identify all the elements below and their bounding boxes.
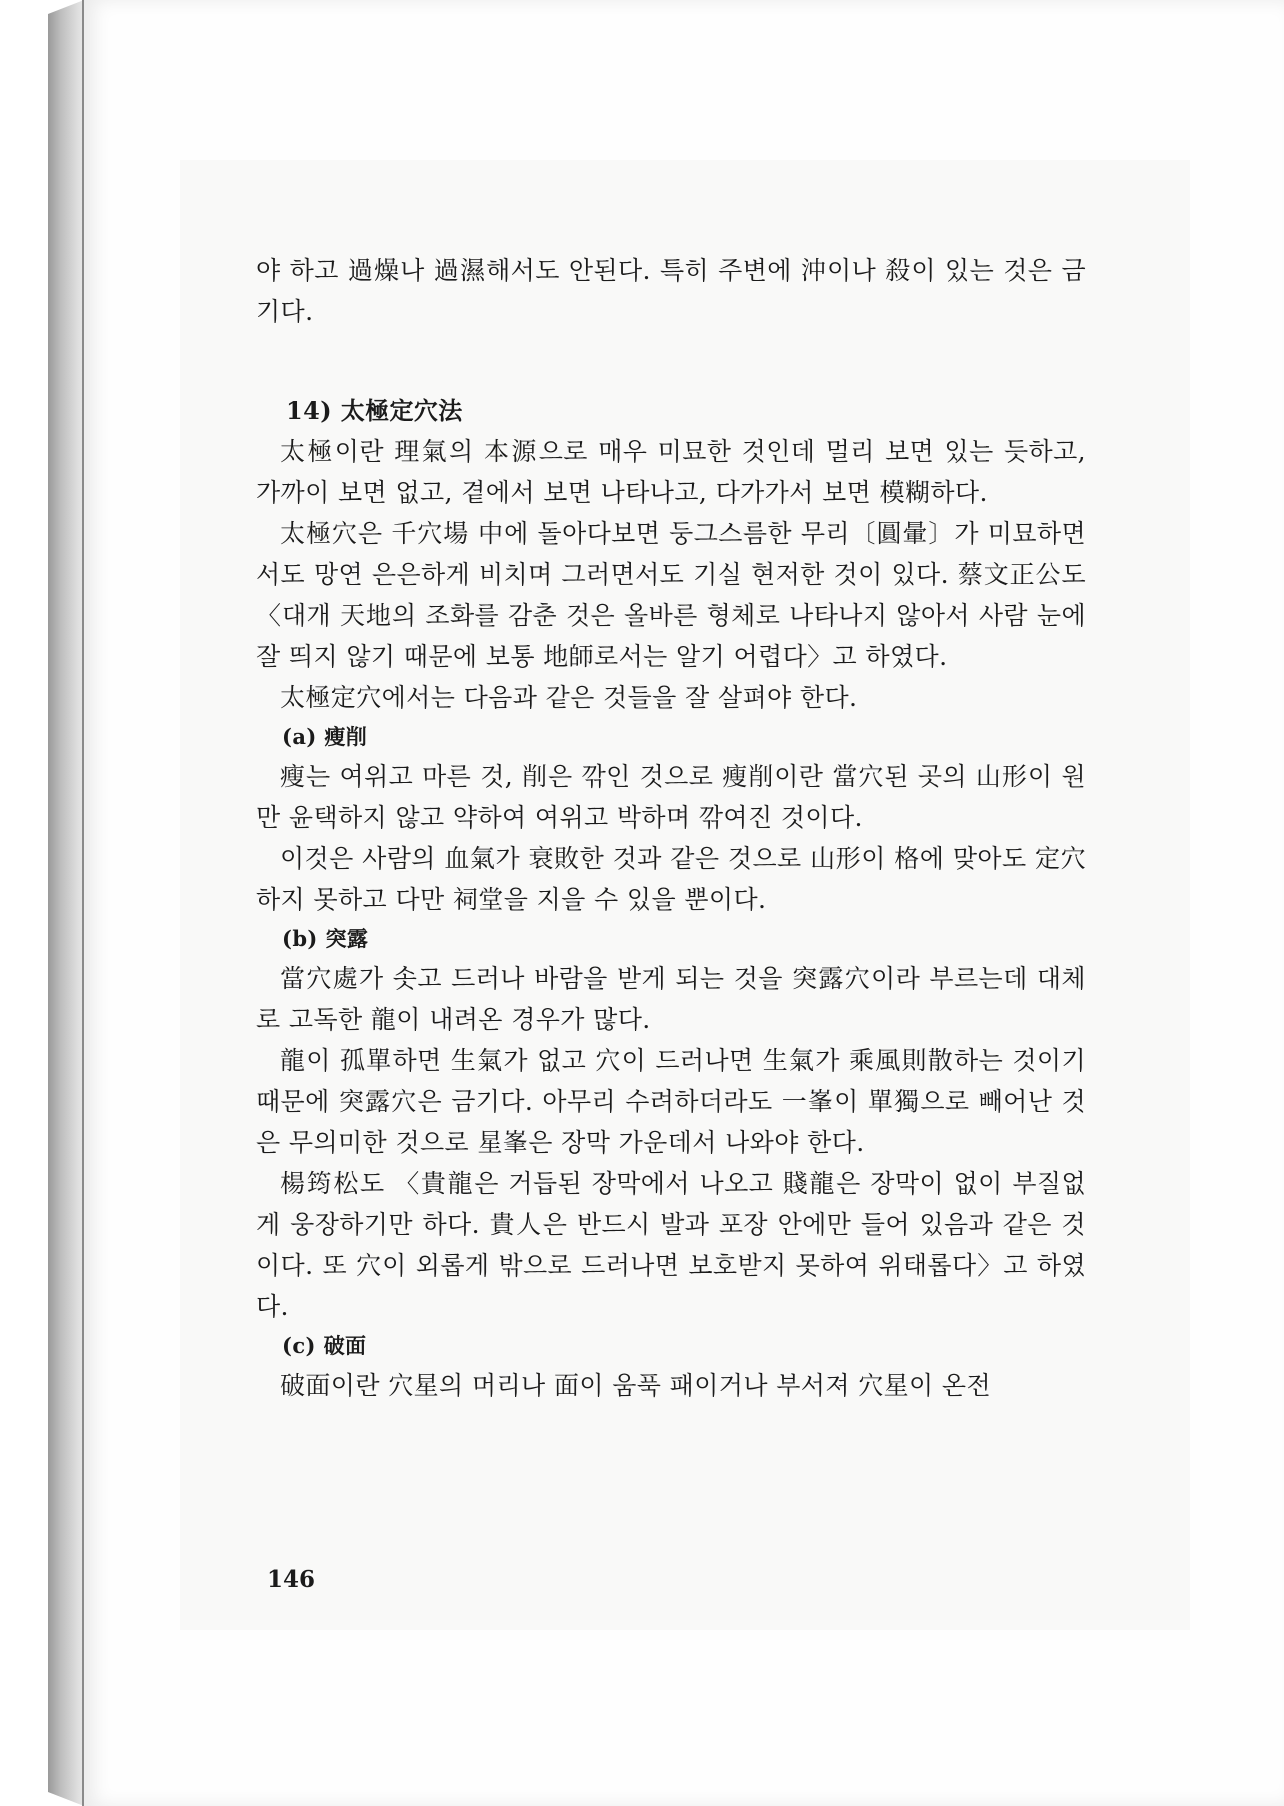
- book-page-stack-edge: [48, 0, 84, 1806]
- subheading-b: (b) 突露: [282, 926, 369, 951]
- paragraph-c-1: 破面이란 穴星의 머리나 面이 움푹 패이거나 부서져 穴星이 온전: [280, 1371, 992, 1400]
- paragraph-b-2: 龍이 孤單하면 生氣가 없고 穴이 드러나면 生氣가 乘風則散하는 것이기 때문에 突露穴은 금기다. 아무리 수려하더라도 一峯이 單獨으로 빼어난 것은 무의미한 것으로 星峯은 장막 가운데서 나와야 한다.: [256, 1046, 1086, 1157]
- paragraph-taegeuk-definition: 太極이란 理氣의 本源으로 매우 미묘한 것인데 멀리 보면 있는 듯하고, 가까이 보면 없고, 곁에서 보면 나타나고, 다가가서 보면 模糊하다.: [256, 437, 1086, 507]
- paragraph-b-1: 當穴處가 솟고 드러나 바람을 받게 되는 것을 突露穴이라 부르는데 대체로 고독한 龍이 내려온 경우가 많다.: [256, 964, 1086, 1034]
- section-heading: 14) 太極定穴法: [286, 396, 463, 425]
- page-body-text: [256, 250, 1086, 1406]
- paragraph-a-1: 瘦는 여위고 마른 것, 削은 깎인 것으로 瘦削이란 當穴된 곳의 山形이 원만 윤택하지 않고 약하여 여위고 박하며 깎여진 것이다.: [256, 762, 1086, 832]
- intro-paragraph: 야 하고 過燥나 過濕해서도 안된다. 특히 주변에 沖이나 殺이 있는 것은 금기다.: [256, 256, 1086, 326]
- paragraph-b-3: 楊筠松도 〈貴龍은 거듭된 장막에서 나오고 賤龍은 장막이 없이 부질없게 웅장하기만 하다. 貴人은 반드시 발과 포장 안에만 들어 있음과 같은 것이다. 또 穴이 외롭게 밖으로 드러나면 보호받지 못하여 위태롭다〉고 하였다.: [256, 1169, 1086, 1321]
- subheading-a: (a) 瘦削: [282, 724, 368, 749]
- page-number: 146: [267, 1566, 316, 1593]
- paragraph-taegeuk-hyeol: 太極穴은 千穴場 中에 돌아다보면 둥그스름한 무리〔圓暈〕가 미묘하면서도 망연 은은하게 비치며 그러면서도 기실 현저한 것이 있다. 蔡文正公도 〈대개 天地의 조화를 감춘 것은 올바른 형체로 나타나지 않아서 사람 눈에 잘 띄지 않기 때문에 보통 地師로서는 알기 어렵다〉고 하였다.: [256, 519, 1086, 671]
- paragraph-taegeuk-check: 太極定穴에서는 다음과 같은 것들을 잘 살펴야 한다.: [280, 683, 858, 712]
- subheading-c: (c) 破面: [282, 1333, 367, 1358]
- paragraph-a-2: 이것은 사람의 血氣가 衰敗한 것과 같은 것으로 山形이 格에 맞아도 定穴하지 못하고 다만 祠堂을 지을 수 있을 뿐이다.: [256, 844, 1086, 914]
